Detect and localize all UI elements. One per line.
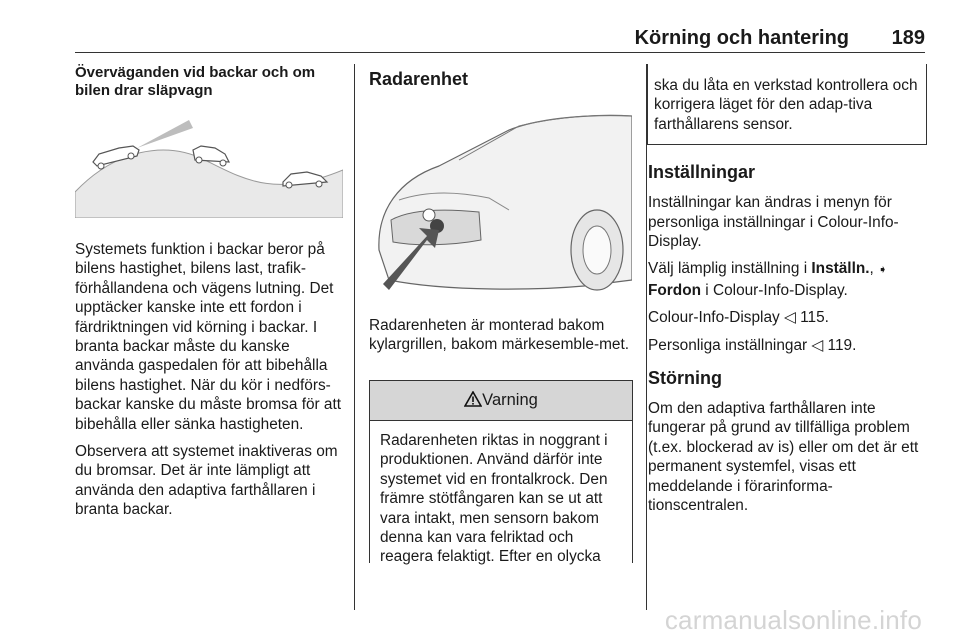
hills-paragraph-2: Observera att systemet inaktiveras om du bromsar. Det är inte lämpligt att använda den adaptiva farthållaren i branta backar. (75, 443, 338, 519)
radar-paragraph: Radarenheten är monterad bakom kylargrillen, bakom märkesemble-met. (369, 317, 630, 354)
warning-text: Radarenheten riktas in noggrant i produktionen. Använd därför inte systemet vid en frontalkrock. Den främre stötfångaren kan se ut att vara intakt, men sensorn bakom denna kan vara felriktad och reagera felaktigt. Efter en olycka (380, 432, 608, 566)
fault-heading: Störning (648, 368, 722, 389)
column-divider-1 (354, 64, 355, 610)
column-divider-2 (646, 64, 647, 610)
settings-heading: Inställningar (648, 162, 756, 183)
page-reference-icon: ◁ (784, 309, 796, 327)
settings-paragraph-2 (648, 259, 926, 300)
reference-page: 119. (827, 336, 857, 354)
vehicle-menu-label: Fordon (648, 281, 701, 299)
car-front-radar-illustration (369, 100, 632, 300)
settings-menu-label: Inställn. (811, 260, 870, 278)
settings-text-end: i Colour-Info-Display. (701, 281, 848, 299)
reference-label: Colour-Info-Display (648, 309, 780, 327)
warning-triangle-icon (464, 391, 482, 407)
warning-continued-box (647, 64, 927, 145)
separator: , (869, 260, 879, 278)
section-title: Körning och hantering (634, 27, 849, 49)
page-number: 189 (891, 27, 925, 49)
page-header (75, 24, 925, 53)
page-reference-icon: ◁ (811, 336, 824, 354)
column-left (75, 64, 343, 528)
warning-title: Varning (482, 391, 538, 409)
settings-paragraph-1: Inställningar kan ändras i menyn för personliga inställningar i Colour-Info-Display. (648, 194, 899, 251)
warning-box (369, 380, 633, 566)
arrow-right-icon: ➧ (878, 264, 888, 277)
warning-header (370, 381, 632, 421)
column-middle (369, 68, 632, 363)
hill-cars-illustration (75, 110, 343, 218)
settings-paragraph-3 (648, 308, 926, 327)
settings-text: Välj lämplig inställning i (648, 260, 812, 278)
warning-continued-text: ska du låta en verkstad kontrollera och korrigera läget för den adap-tiva farthållarens sensor. (654, 77, 918, 133)
hills-heading: Överväganden vid backar och om bilen drar släpvagn (75, 64, 316, 99)
radar-heading: Radarenhet (369, 69, 469, 89)
reference-page: 115. (800, 309, 829, 327)
column-right (648, 64, 926, 524)
watermark: carmanualsonline.info (664, 605, 922, 635)
fault-paragraph: Om den adaptiva farthållaren inte fungerar på grund av tillfälliga problem (t.ex. blockerad av is) eller om det är ett permanent systemfel, visas ett meddelande i förarinforma-tionscentralen. (648, 400, 919, 515)
hills-paragraph-1: Systemets funktion i backar beror på bilens hastighet, bilens last, trafik-förhållandena och vägens lutning. Det upptäcker kanske inte ett fordon i färdriktningen vid körning i backar. I branta backar måste du kanske använda gaspedalen för att bibehålla bilens hastighet. När du kör i nedförs-backar kanske du måste bromsa för att bibehålla eller sänka hastigheten. (75, 241, 342, 433)
settings-paragraph-4 (648, 336, 926, 355)
reference-label: Personliga inställningar (648, 336, 808, 354)
